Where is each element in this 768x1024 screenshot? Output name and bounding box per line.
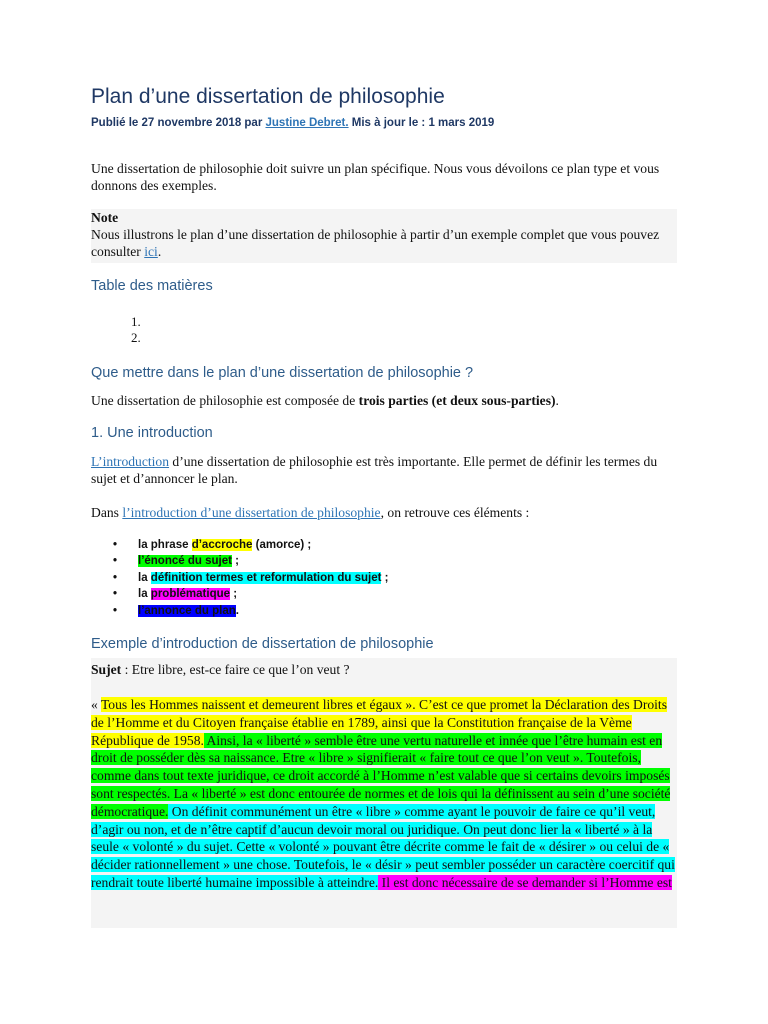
intro-paragraph: Une dissertation de philosophie doit suivre un plan spécifique. Nous vous dévoilons ce plan type et vous donnons des exemples.: [91, 161, 660, 193]
section-heading-plan: Que mettre dans le plan d’une dissertation de philosophie ?: [91, 365, 474, 381]
list-item: [113, 553, 389, 569]
accroche-segment: Tous les Hommes naissent et demeurent libres et égaux ». C’est ce que promet la Déclaration des Droits de l’Homme et du Citoyen française établie en 1789, ainsi que la Constitution française de la Vème République de 1958.: [91, 697, 667, 748]
introduction-text: d’une dissertation de philosophie est très importante. Elle permet de définir les termes du sujet et d’annoncer le plan.: [91, 454, 658, 486]
item-highlight: l’énoncé du sujet: [138, 555, 232, 568]
item-prefix: la phrase: [138, 539, 192, 551]
definition-segment: On définit communément un être « libre » comme ayant le pouvoir de faire ce qu’il veut, d’agir ou non, et de n’être captif d’aucun devoir moral ou juridique. On peut donc lier la « liberté » à la seule « volonté » du sujet. Cette « volonté » pouvant être décrite comme le fait de « désirer » ou celui de « décider rationnellement » une chose. Toutefois, le « désir » peut sembler posséder un caractère coercitif qui rendrait toute liberté humaine impossible à atteindre.: [91, 803, 675, 890]
item-highlight: définition termes et reformulation du sujet: [150, 571, 382, 584]
item-suffix: .: [235, 604, 239, 617]
item-highlight: problématique: [150, 588, 231, 601]
note-box: [91, 209, 677, 263]
problematique-segment: Il est donc nécessaire de se demander si l’Homme est: [378, 874, 672, 890]
publication-meta: [91, 117, 494, 129]
author-link[interactable]: Justine Debret.: [265, 117, 349, 129]
updated-date: Mis à jour le : 1 mars 2019: [348, 117, 495, 129]
bullet-icon: •: [113, 555, 118, 568]
published-date: Publié le 27 novembre 2018 par: [91, 117, 266, 129]
item-prefix: la: [138, 588, 151, 601]
note-text: [91, 226, 677, 260]
example-paragraph: [91, 696, 677, 892]
subject-label: Sujet: [91, 662, 122, 677]
toc-item[interactable]: 1.: [131, 314, 141, 329]
bullet-icon: •: [113, 588, 118, 601]
quote-open: «: [91, 697, 101, 712]
introduction-link[interactable]: L’introduction: [91, 454, 170, 469]
elements-suffix: , on retrouve ces éléments :: [380, 505, 530, 520]
list-item: [113, 603, 389, 619]
section-heading-introduction: 1. Une introduction: [91, 425, 213, 441]
section-heading-example: Exemple d’introduction de dissertation de philosophie: [91, 636, 434, 652]
introduction-article-link[interactable]: l’introduction d’une dissertation de philosophie: [122, 505, 381, 520]
example-subject: [91, 662, 350, 678]
toc-item[interactable]: 2.: [131, 330, 141, 345]
item-prefix: la: [138, 571, 151, 584]
elements-prefix: Dans: [91, 505, 123, 520]
plan-text-bold: trois parties (et deux sous-parties): [358, 393, 556, 408]
elements-list: [113, 537, 389, 619]
list-item: [113, 537, 389, 553]
note-label: Note: [91, 210, 119, 225]
bullet-icon: •: [113, 604, 118, 617]
subject-text: : Etre libre, est-ce faire ce que l’on veut ?: [121, 662, 350, 677]
item-suffix: ;: [231, 555, 239, 568]
item-suffix: (amorce) ;: [252, 539, 312, 551]
note-link[interactable]: ici: [144, 244, 158, 259]
list-item: [113, 586, 389, 602]
introduction-paragraph: [91, 453, 677, 487]
plan-text-suffix: .: [555, 393, 559, 408]
item-suffix: ;: [381, 571, 389, 584]
note-body: Nous illustrons le plan d’une dissertation de philosophie à partir d’un exemple complet que vous pouvez consulter: [91, 227, 660, 259]
plan-text-prefix: Une dissertation de philosophie est composée de: [91, 393, 359, 408]
note-end: .: [157, 244, 162, 259]
toc-title: Table des matières: [91, 278, 213, 294]
elements-paragraph: [91, 504, 677, 521]
toc-list: [131, 314, 141, 346]
item-suffix: ;: [230, 588, 238, 601]
section-plan-paragraph: [91, 392, 677, 409]
list-item: [113, 570, 389, 586]
page-title: Plan d’une dissertation de philosophie: [91, 85, 445, 108]
enonce-segment: Ainsi, la « liberté » semble être une vertu naturelle et innée que l’être humain est en droit de posséder dès sa naissance. Etre « libre » signifierait « faire tout ce que l’on veut ». Toutefois, comme dans tout texte juridique, ce droit accordé à l’Homme n’est valable que si certains devoirs imposés sont respectés. La « liberté » est donc entourée de normes et de lois qui la définissent au sein d’une société démocratique.: [91, 732, 671, 819]
item-highlight: d’accroche: [191, 539, 253, 551]
bullet-icon: •: [113, 571, 118, 584]
bullet-icon: •: [113, 539, 118, 551]
item-highlight: l’annonce du plan: [138, 604, 236, 617]
